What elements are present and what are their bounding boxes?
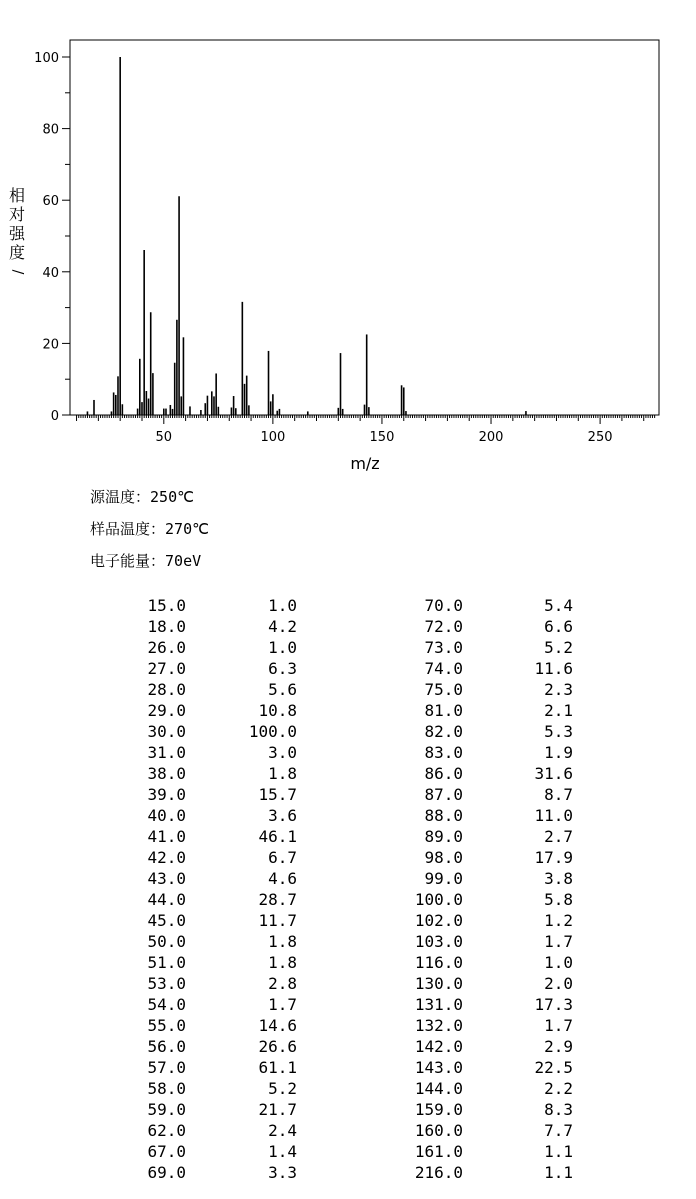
- intensity-left-cell: 1.8: [268, 932, 297, 951]
- mz-right-cell: 72.0: [424, 617, 463, 636]
- intensity-left-cell: 46.1: [258, 827, 297, 846]
- x-axis-title: m/z: [350, 454, 380, 473]
- mz-left-cell: 42.0: [147, 848, 186, 867]
- x-tick-label: 250: [587, 430, 613, 445]
- intensity-right-cell: 22.5: [534, 1058, 573, 1077]
- condition-value: 70eV: [165, 552, 202, 570]
- intensity-right-cell: 2.3: [544, 680, 573, 699]
- y-axis-title-char: 度: [8, 243, 25, 262]
- mz-left-cell: 55.0: [147, 1016, 186, 1035]
- intensity-right-cell: 2.0: [544, 974, 573, 993]
- mz-right-cell: 160.0: [414, 1121, 463, 1140]
- plot-frame: [70, 40, 659, 415]
- intensity-left-cell: 1.7: [268, 995, 297, 1014]
- table-row: [0, 763, 696, 784]
- intensity-left-cell: 5.2: [268, 1079, 297, 1098]
- intensity-right-cell: 2.9: [544, 1037, 573, 1056]
- mz-left-cell: 59.0: [147, 1100, 186, 1119]
- mz-right-cell: 73.0: [424, 638, 463, 657]
- mz-left-cell: 40.0: [147, 806, 186, 825]
- intensity-right-cell: 1.7: [544, 932, 573, 951]
- mz-right-cell: 159.0: [414, 1100, 463, 1119]
- table-row: [0, 637, 696, 658]
- intensity-left-cell: 26.6: [258, 1037, 297, 1056]
- x-tick-label: 150: [369, 430, 395, 445]
- table-row: [0, 847, 696, 868]
- mz-left-cell: 45.0: [147, 911, 186, 930]
- mz-left-cell: 27.0: [147, 659, 186, 678]
- table-row: [0, 721, 696, 742]
- intensity-right-cell: 1.2: [544, 911, 573, 930]
- condition-value: 250℃: [150, 488, 194, 506]
- mz-right-cell: 100.0: [414, 890, 463, 909]
- table-row: [0, 616, 696, 637]
- mz-left-cell: 29.0: [147, 701, 186, 720]
- mass-spectrum-chart: [0, 0, 696, 480]
- intensity-left-cell: 14.6: [258, 1016, 297, 1035]
- mz-right-cell: 74.0: [424, 659, 463, 678]
- table-row: [0, 826, 696, 847]
- y-axis-ticks: [34, 51, 70, 424]
- mz-left-cell: 43.0: [147, 869, 186, 888]
- intensity-left-cell: 28.7: [258, 890, 297, 909]
- table-row: [0, 1141, 696, 1162]
- intensity-right-cell: 17.3: [534, 995, 573, 1014]
- table-row: [0, 1036, 696, 1057]
- spectrum-peaks: [87, 57, 525, 415]
- mz-left-cell: 69.0: [147, 1163, 186, 1182]
- intensity-right-cell: 8.3: [544, 1100, 573, 1119]
- intensity-left-cell: 15.7: [258, 785, 297, 804]
- table-row: [0, 1057, 696, 1078]
- mz-right-cell: 143.0: [414, 1058, 463, 1077]
- y-tick-label: 100: [34, 51, 59, 66]
- table-row: [0, 1078, 696, 1099]
- condition-label: 源温度：: [90, 488, 151, 506]
- table-row: [0, 889, 696, 910]
- table-row: [0, 595, 696, 616]
- mz-right-cell: 83.0: [424, 743, 463, 762]
- intensity-right-cell: 2.7: [544, 827, 573, 846]
- intensity-right-cell: 1.7: [544, 1016, 573, 1035]
- x-axis-ticks: [77, 415, 655, 445]
- mz-right-cell: 87.0: [424, 785, 463, 804]
- intensity-left-cell: 1.0: [268, 596, 297, 615]
- sample-temperature: [90, 518, 209, 539]
- y-axis-title-char: 对: [8, 205, 25, 224]
- mz-right-cell: 103.0: [414, 932, 463, 951]
- intensity-right-cell: 6.6: [544, 617, 573, 636]
- y-tick-label: 40: [42, 265, 59, 281]
- intensity-left-cell: 1.4: [268, 1142, 297, 1161]
- mz-left-cell: 67.0: [147, 1142, 186, 1161]
- table-row: [0, 910, 696, 931]
- intensity-right-cell: 11.0: [534, 806, 573, 825]
- mz-right-cell: 75.0: [424, 680, 463, 699]
- y-tick-label: 20: [42, 337, 59, 353]
- y-tick-label: 60: [42, 194, 59, 210]
- table-row: [0, 1099, 696, 1120]
- mz-left-cell: 18.0: [147, 617, 186, 636]
- table-row: [0, 973, 696, 994]
- table-row: [0, 1120, 696, 1141]
- intensity-left-cell: 5.6: [268, 680, 297, 699]
- table-row: [0, 679, 696, 700]
- table-row: [0, 994, 696, 1015]
- table-row: [0, 868, 696, 889]
- table-row: [0, 784, 696, 805]
- mz-right-cell: 142.0: [414, 1037, 463, 1056]
- intensity-right-cell: 17.9: [534, 848, 573, 867]
- electron-energy: [90, 550, 201, 571]
- intensity-left-cell: 2.4: [268, 1121, 297, 1140]
- mz-right-cell: 98.0: [424, 848, 463, 867]
- mz-right-cell: 144.0: [414, 1079, 463, 1098]
- y-tick-label: 80: [42, 122, 59, 138]
- intensity-left-cell: 10.8: [258, 701, 297, 720]
- y-axis-title-char: 强: [8, 224, 25, 243]
- mz-right-cell: 131.0: [414, 995, 463, 1014]
- intensity-right-cell: 3.8: [544, 869, 573, 888]
- mz-right-cell: 99.0: [424, 869, 463, 888]
- mz-left-cell: 62.0: [147, 1121, 186, 1140]
- mz-right-cell: 88.0: [424, 806, 463, 825]
- table-row: [0, 658, 696, 679]
- intensity-left-cell: 2.8: [268, 974, 297, 993]
- intensity-left-cell: 1.8: [268, 953, 297, 972]
- intensity-right-cell: 1.9: [544, 743, 573, 762]
- mz-left-cell: 54.0: [147, 995, 186, 1014]
- mz-left-cell: 57.0: [147, 1058, 186, 1077]
- table-row: [0, 700, 696, 721]
- mz-left-cell: 39.0: [147, 785, 186, 804]
- mz-right-cell: 81.0: [424, 701, 463, 720]
- intensity-left-cell: 6.3: [268, 659, 297, 678]
- table-row: [0, 1162, 696, 1183]
- y-tick-label: 0: [50, 409, 59, 424]
- table-row: [0, 952, 696, 973]
- mz-left-cell: 58.0: [147, 1079, 186, 1098]
- table-row: [0, 1015, 696, 1036]
- mz-left-cell: 30.0: [147, 722, 186, 741]
- intensity-right-cell: 2.1: [544, 701, 573, 720]
- intensity-right-cell: 5.8: [544, 890, 573, 909]
- mz-left-cell: 28.0: [147, 680, 186, 699]
- intensity-right-cell: 7.7: [544, 1121, 573, 1140]
- y-axis-title-unit: /: [9, 269, 25, 275]
- intensity-right-cell: 5.3: [544, 722, 573, 741]
- intensity-right-cell: 5.4: [544, 596, 573, 615]
- y-axis-title-char: 相: [8, 186, 25, 205]
- table-row: [0, 805, 696, 826]
- mz-right-cell: 161.0: [414, 1142, 463, 1161]
- intensity-left-cell: 1.8: [268, 764, 297, 783]
- intensity-left-cell: 6.7: [268, 848, 297, 867]
- intensity-left-cell: 3.6: [268, 806, 297, 825]
- table-row: [0, 931, 696, 952]
- mz-right-cell: 70.0: [424, 596, 463, 615]
- mz-left-cell: 38.0: [147, 764, 186, 783]
- intensity-left-cell: 3.3: [268, 1163, 297, 1182]
- intensity-left-cell: 3.0: [268, 743, 297, 762]
- source-temperature: [90, 486, 194, 507]
- mz-right-cell: 86.0: [424, 764, 463, 783]
- condition-label: 样品温度：: [90, 520, 166, 538]
- mz-right-cell: 89.0: [424, 827, 463, 846]
- mz-left-cell: 41.0: [147, 827, 186, 846]
- x-tick-label: 100: [260, 430, 286, 445]
- mz-right-cell: 216.0: [414, 1163, 463, 1182]
- x-tick-label: 200: [478, 430, 504, 445]
- x-tick-label: 50: [155, 430, 173, 445]
- intensity-right-cell: 5.2: [544, 638, 573, 657]
- y-axis-title: [6, 186, 28, 280]
- condition-label: 电子能量：: [90, 552, 166, 570]
- intensity-right-cell: 1.1: [544, 1163, 573, 1182]
- intensity-right-cell: 11.6: [534, 659, 573, 678]
- mz-right-cell: 132.0: [414, 1016, 463, 1035]
- mz-left-cell: 50.0: [147, 932, 186, 951]
- intensity-left-cell: 21.7: [258, 1100, 297, 1119]
- condition-value: 270℃: [165, 520, 209, 538]
- mz-right-cell: 102.0: [414, 911, 463, 930]
- mz-left-cell: 31.0: [147, 743, 186, 762]
- intensity-right-cell: 31.6: [534, 764, 573, 783]
- intensity-left-cell: 1.0: [268, 638, 297, 657]
- intensity-left-cell: 100.0: [248, 722, 297, 741]
- mz-left-cell: 44.0: [147, 890, 186, 909]
- intensity-right-cell: 2.2: [544, 1079, 573, 1098]
- intensity-left-cell: 4.2: [268, 617, 297, 636]
- mz-left-cell: 15.0: [147, 596, 186, 615]
- mz-left-cell: 26.0: [147, 638, 186, 657]
- mz-right-cell: 116.0: [414, 953, 463, 972]
- intensity-left-cell: 11.7: [258, 911, 297, 930]
- mz-right-cell: 82.0: [424, 722, 463, 741]
- intensity-right-cell: 8.7: [544, 785, 573, 804]
- intensity-left-cell: 61.1: [258, 1058, 297, 1077]
- intensity-left-cell: 4.6: [268, 869, 297, 888]
- mz-left-cell: 53.0: [147, 974, 186, 993]
- mz-left-cell: 56.0: [147, 1037, 186, 1056]
- mz-left-cell: 51.0: [147, 953, 186, 972]
- table-row: [0, 742, 696, 763]
- intensity-right-cell: 1.1: [544, 1142, 573, 1161]
- mz-right-cell: 130.0: [414, 974, 463, 993]
- intensity-right-cell: 1.0: [544, 953, 573, 972]
